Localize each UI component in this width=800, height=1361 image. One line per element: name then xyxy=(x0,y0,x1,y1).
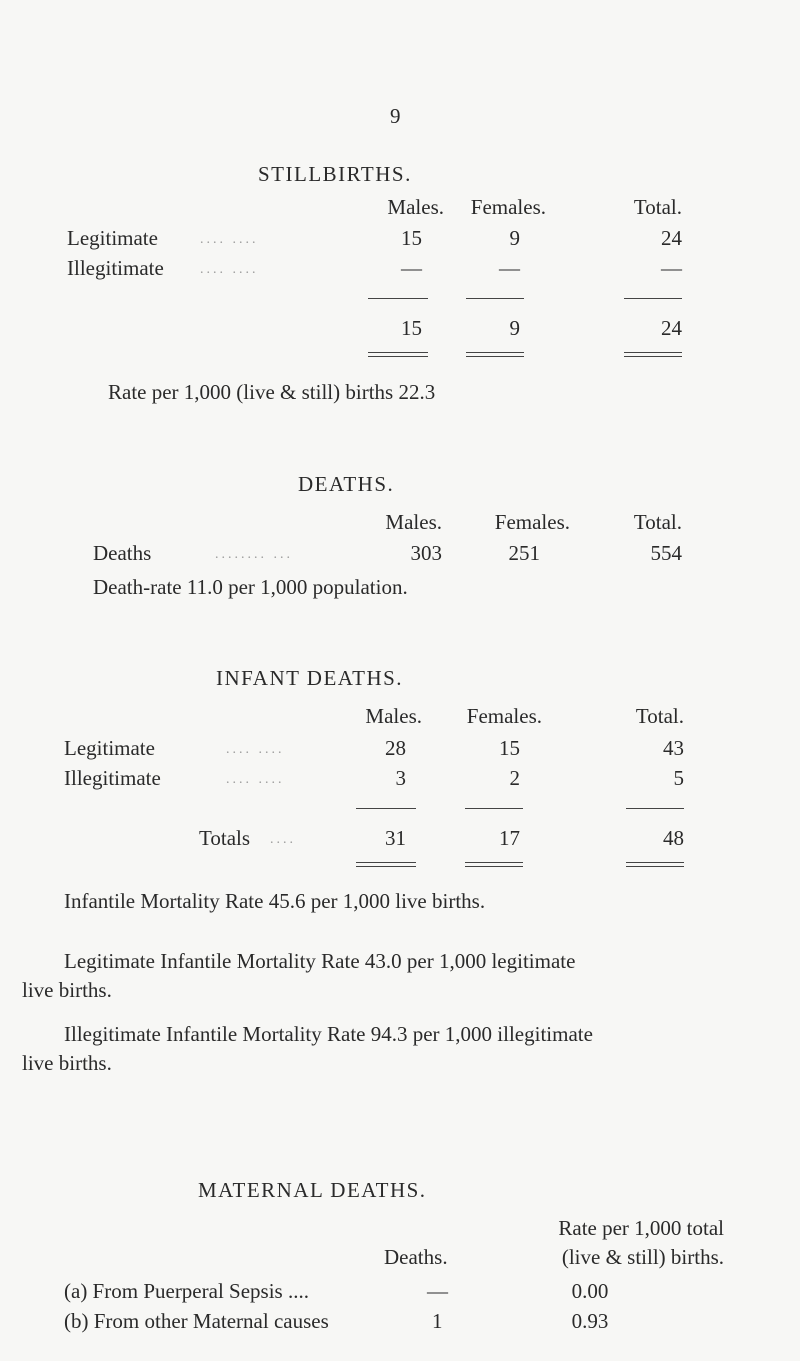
cell-males: 31 xyxy=(385,826,406,850)
cell-females: 2 xyxy=(509,766,520,790)
row-label: (b) From other Maternal causes xyxy=(64,1309,329,1333)
rule xyxy=(466,298,524,299)
row-label: (a) From Puerperal Sepsis .... xyxy=(64,1279,309,1303)
column-header-rate-cont: (live & still) births. xyxy=(561,1245,724,1269)
cell-deaths: — xyxy=(427,1279,448,1303)
infantile-mortality-rate: Infantile Mortality Rate 45.6 per 1,000 live births. xyxy=(64,889,486,913)
rule xyxy=(626,808,684,809)
deaths-heading: DEATHS. xyxy=(298,472,395,496)
column-header-females: Females. xyxy=(470,195,546,219)
double-rule xyxy=(356,862,416,867)
illegitimate-mortality-rate: Illegitimate Infantile Mortality Rate 94.3 per 1,000 illegitimate xyxy=(64,1022,593,1046)
cell-females: — xyxy=(499,256,520,280)
cell-males: 303 xyxy=(410,541,442,565)
leader-dots: .... xyxy=(270,832,296,847)
column-header-deaths: Deaths. xyxy=(384,1245,448,1269)
column-header-total: Total. xyxy=(635,704,684,728)
row-label: Illegitimate xyxy=(64,766,161,790)
cell-rate: 0.00 xyxy=(571,1279,609,1303)
double-rule xyxy=(465,862,523,867)
illegitimate-mortality-rate-cont: live births. xyxy=(22,1051,112,1075)
rule xyxy=(624,298,682,299)
totals-label: Totals xyxy=(199,826,251,850)
cell-males: 28 xyxy=(385,736,406,760)
cell-males: 15 xyxy=(401,316,422,340)
rule xyxy=(465,808,523,809)
double-rule xyxy=(368,352,428,357)
maternal-deaths-heading: MATERNAL DEATHS. xyxy=(198,1178,427,1202)
leader-dots: .... .... xyxy=(200,232,259,247)
cell-total: 24 xyxy=(661,316,682,340)
cell-total: 43 xyxy=(663,736,684,760)
double-rule xyxy=(466,352,524,357)
infant-deaths-heading: INFANT DEATHS. xyxy=(216,666,404,690)
cell-females: 15 xyxy=(499,736,520,760)
cell-total: — xyxy=(661,256,682,280)
leader-dots: .... .... xyxy=(226,772,285,787)
column-header-males: Males. xyxy=(387,195,444,219)
leader-dots: .... .... xyxy=(226,742,285,757)
cell-males: — xyxy=(401,256,422,280)
cell-females: 251 xyxy=(508,541,540,565)
cell-females: 9 xyxy=(509,316,520,340)
cell-females: 9 xyxy=(509,226,520,250)
row-label: Deaths xyxy=(93,541,152,565)
row-label: Illegitimate xyxy=(67,256,164,280)
stillbirths-heading: STILLBIRTHS. xyxy=(258,162,412,186)
column-header-females: Females. xyxy=(494,510,570,534)
leader-dots: ........ ... xyxy=(215,547,293,562)
column-header-males: Males. xyxy=(385,510,442,534)
cell-total: 554 xyxy=(650,541,682,565)
double-rule xyxy=(626,862,684,867)
cell-total: 48 xyxy=(663,826,684,850)
cell-males: 15 xyxy=(401,226,422,250)
leader-dots: .... .... xyxy=(200,262,259,277)
cell-total: 24 xyxy=(661,226,682,250)
column-header-total: Total. xyxy=(633,195,682,219)
row-label: Legitimate xyxy=(67,226,158,250)
cell-males: 3 xyxy=(395,766,406,790)
legitimate-mortality-rate: Legitimate Infantile Mortality Rate 43.0 per 1,000 legitimate xyxy=(64,949,576,973)
cell-total: 5 xyxy=(673,766,684,790)
cell-deaths: 1 xyxy=(432,1309,443,1333)
cell-rate: 0.93 xyxy=(571,1309,609,1333)
double-rule xyxy=(624,352,682,357)
rule xyxy=(356,808,416,809)
row-label: Legitimate xyxy=(64,736,155,760)
column-header-males: Males. xyxy=(365,704,422,728)
column-header-total: Total. xyxy=(633,510,682,534)
page-number: 9 xyxy=(390,104,401,128)
rule xyxy=(368,298,428,299)
death-rate: Death-rate 11.0 per 1,000 population. xyxy=(93,575,408,599)
cell-females: 17 xyxy=(499,826,520,850)
legitimate-mortality-rate-cont: live births. xyxy=(22,978,112,1002)
column-header-rate: Rate per 1,000 total xyxy=(558,1216,724,1240)
stillbirth-rate: Rate per 1,000 (live & still) births 22.3 xyxy=(108,380,436,404)
column-header-females: Females. xyxy=(466,704,542,728)
